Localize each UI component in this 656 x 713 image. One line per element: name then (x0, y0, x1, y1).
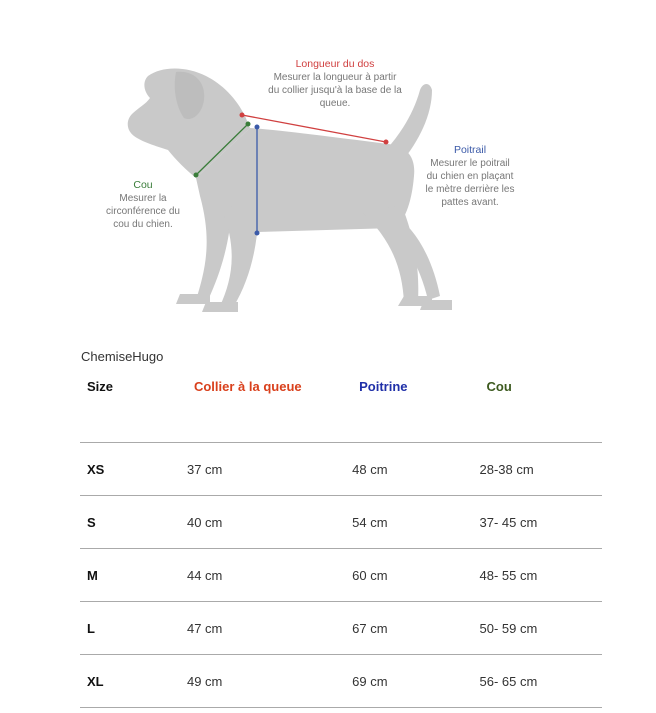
dog-measurement-diagram (0, 0, 656, 330)
table-row (80, 655, 602, 708)
back-length-label (240, 58, 430, 110)
chest-line-3: le mètre derrière les (425, 184, 515, 195)
collar-tail-cell: 49 cm (187, 655, 352, 708)
table-row (80, 549, 602, 602)
chest-cell: 54 cm (352, 496, 479, 549)
chest-start-dot (255, 125, 260, 130)
dog-silhouette-figure (0, 0, 656, 330)
neck-end-dot (246, 122, 251, 127)
chest-cell: 67 cm (352, 602, 479, 655)
back-length-start-dot (240, 113, 245, 118)
collar-tail-cell: 44 cm (187, 549, 352, 602)
neck-cell: 37- 45 cm (480, 496, 602, 549)
size-cell: XL (80, 655, 187, 708)
chest-cell: 48 cm (352, 443, 479, 496)
table-row (80, 496, 602, 549)
chest-label (410, 144, 530, 209)
table-row (80, 602, 602, 655)
product-name: ChemiseHugo (81, 349, 164, 364)
neck-line-1: Mesurer la (119, 193, 167, 204)
collar-tail-cell: 40 cm (187, 496, 352, 549)
neck-cell: 48- 55 cm (480, 549, 602, 602)
header-chest: Poitrine (359, 379, 408, 394)
back-length-line-1: Mesurer la longueur à partir (273, 72, 397, 83)
size-cell: S (80, 496, 187, 549)
neck-cell: 28-38 cm (480, 443, 602, 496)
chest-cell: 60 cm (352, 549, 479, 602)
back-length-line-2: du collier jusqu'à la base de la (268, 85, 402, 96)
neck-line-3: cou du chien. (113, 219, 173, 230)
header-neck: Cou (486, 379, 512, 394)
size-chart-table (80, 372, 602, 708)
neck-start-dot (194, 173, 199, 178)
size-cell: XS (80, 443, 187, 496)
size-cell: L (80, 602, 187, 655)
header-collar-to-tail: Collier à la queue (193, 379, 302, 394)
chest-line-4: pattes avant. (441, 197, 499, 208)
chest-title: Poitrail (453, 144, 487, 156)
collar-tail-cell: 37 cm (187, 443, 352, 496)
header-size: Size (87, 379, 114, 394)
neck-label (95, 179, 191, 231)
table-row (80, 443, 602, 496)
back-length-line-3: queue. (319, 98, 351, 109)
chest-cell: 69 cm (352, 655, 479, 708)
chest-line-1: Mesurer le poitrail (430, 158, 510, 169)
neck-line-2: circonférence du (106, 206, 180, 217)
chest-line-2: du chien en plaçant (426, 171, 514, 182)
back-length-end-dot (384, 140, 389, 145)
size-cell: M (80, 549, 187, 602)
table-header-row (80, 372, 602, 443)
chest-end-dot (255, 231, 260, 236)
neck-cell: 50- 59 cm (480, 602, 602, 655)
neck-title: Cou (133, 179, 153, 191)
collar-tail-cell: 47 cm (187, 602, 352, 655)
back-length-title: Longueur du dos (295, 58, 375, 70)
neck-cell: 56- 65 cm (480, 655, 602, 708)
